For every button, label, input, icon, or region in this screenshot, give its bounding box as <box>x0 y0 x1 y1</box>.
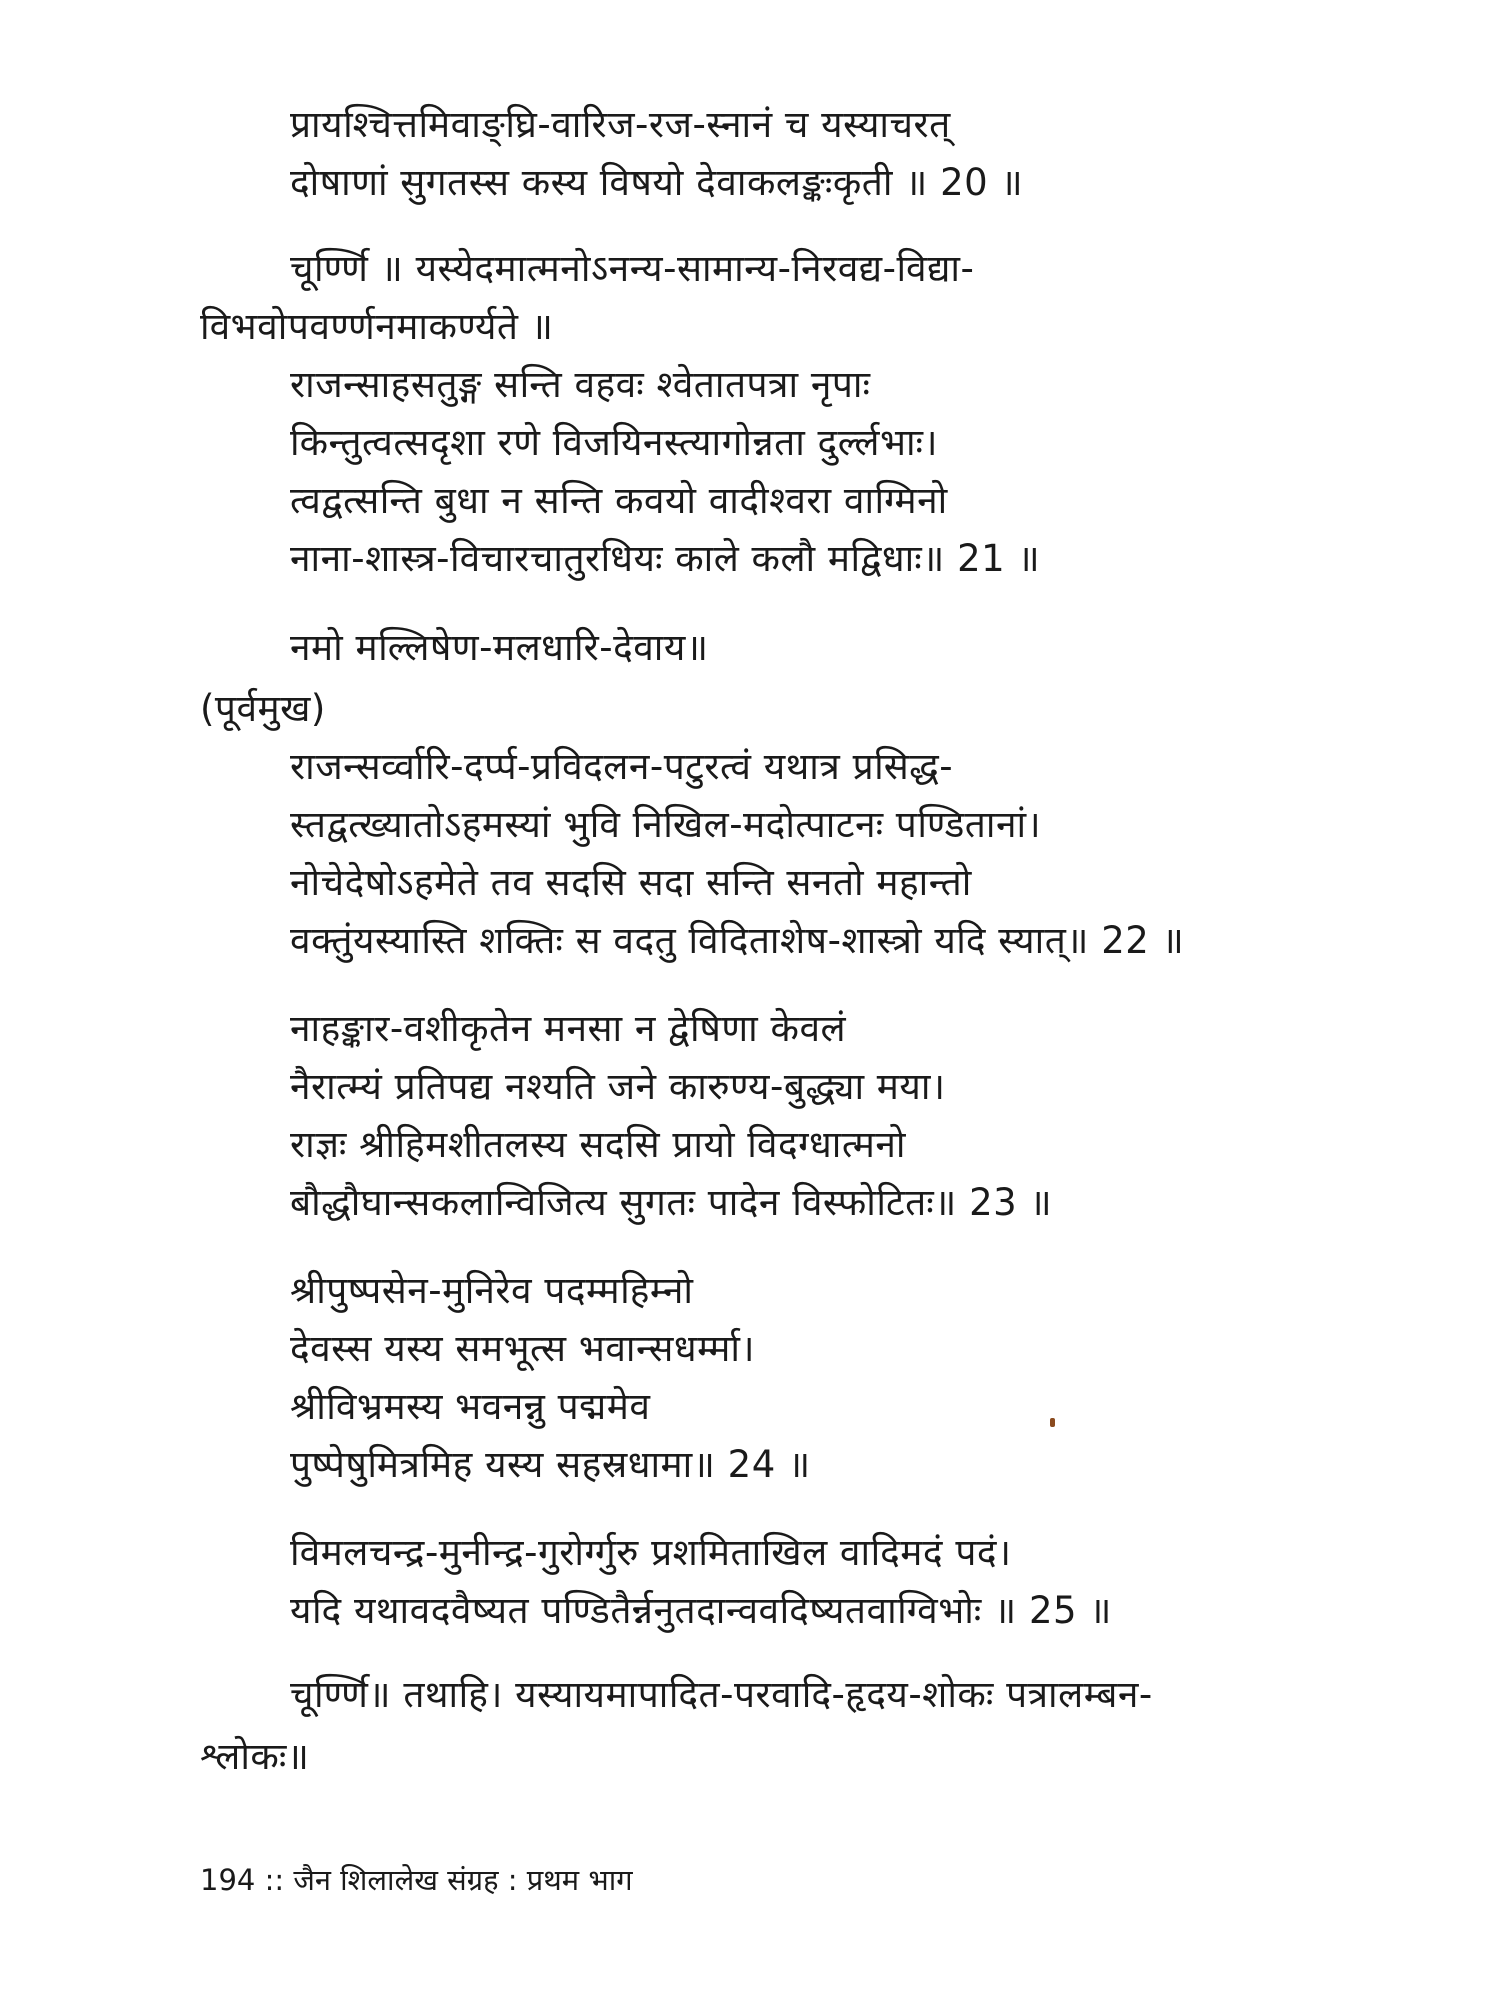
namo-text: नमो मल्लिषेण-मलधारि-देवाय॥ <box>290 626 709 669</box>
verse-21-line-4: नाना-शास्त्र-विचारचातुरधियः काले कलौ मद्विधाः॥ 21 ॥ <box>290 537 1041 580</box>
section-heading: (पूर्वमुख) <box>200 687 326 730</box>
verse-20-line-2: दोषाणां सुगतस्स कस्य विषयो देवाकलङ्कःकृती ॥ 20 ॥ <box>290 161 1024 204</box>
verse-23-line-2: नैरात्म्यं प्रतिपद्य नश्यति जने कारुण्य-बुद्ध्या मया। <box>290 1065 946 1108</box>
verse-24-line-4: पुष्पेषुमित्रमिह यस्य सहस्रधामा॥ 24 ॥ <box>290 1443 811 1486</box>
verse-25-line-2: यदि यथावदवैष्यत पण्डितैर्न्ननुतदान्ववदिष्यतवाग्विभोः ॥ 25 ॥ <box>290 1589 1112 1632</box>
verse-22-line-3: नोचेदेषोऽहमेते तव सदसि सदा सन्ति सनतो महान्तो <box>290 861 972 904</box>
verse-25-line-1: विमलचन्द्र-मुनीन्द्र-गुरोर्ग्गुरु प्रशमिताखिल वादिमदं पदं। <box>290 1531 1012 1574</box>
verse-24-line-2: देवस्स यस्य समभूत्स भवान्सधर्म्मा। <box>290 1327 755 1370</box>
verse-22-line-2: स्तद्वत्ख्यातोऽहमस्यां भुवि निखिल-मदोत्पाटनः पण्डितानां। <box>290 803 1042 846</box>
verse-23-line-1: नाहङ्कार-वशीकृतेन मनसा न द्वेषिणा केवलं <box>290 1007 847 1050</box>
verse-20-line-1: प्रायश्चित्तमिवाङ्घ्रि-वारिज-रज-स्नानं च यस्याचरत् <box>290 103 951 146</box>
verse-23-line-3: राज्ञः श्रीहिमशीतलस्य सदसि प्रायो विदग्धात्मनो <box>290 1123 906 1166</box>
page-number: 194 <box>200 1863 256 1897</box>
book-title: :: जैन शिलालेख संग्रह : प्रथम भाग <box>264 1863 633 1897</box>
verse-22-line-4: वक्तुंयस्यास्ति शक्तिः स वदतु विदिताशेष-शास्त्रो यदि स्यात्॥ 22 ॥ <box>290 919 1185 962</box>
page-footer <box>200 1860 633 1900</box>
verse-22-line-1: राजन्सर्व्वारि-दर्प्प-प्रविदलन-पटुरत्वं यथात्र प्रसिद्ध- <box>290 745 954 788</box>
scan-speck <box>1050 1418 1055 1427</box>
verse-21-line-1: राजन्साहसतुङ्ग सन्ति वहवः श्वेतातपत्रा नृपाः <box>290 363 871 406</box>
verse-24-line-3: श्रीविभ्रमस्य भवनन्नु पद्ममेव <box>290 1385 651 1428</box>
churnni-1-line-2: विभवोपवर्ण्णनमाकर्ण्यते ॥ <box>200 305 554 348</box>
churnni-2-line-1: चूर्ण्णि॥ तथाहि। यस्यायमापादित-परवादि-हृदय-शोकः पत्रालम्बन- <box>290 1673 1153 1716</box>
verse-21-line-3: त्वद्वत्सन्ति बुधा न सन्ति कवयो वादीश्वरा वाग्मिनो <box>290 479 948 522</box>
verse-23-line-4: बौद्धौघान्सकलान्विजित्य सुगतः पादेन विस्फोटितः॥ 23 ॥ <box>290 1181 1053 1224</box>
verse-24-line-1: श्रीपुष्पसेन-मुनिरेव पदम्महिम्नो <box>290 1269 694 1312</box>
verse-21-line-2: किन्तुत्वत्सदृशा रणे विजयिनस्त्यागोन्नता दुर्ल्लभाः। <box>290 421 939 464</box>
churnni-2-line-2: श्लोकः॥ <box>200 1735 310 1778</box>
churnni-1-line-1: चूर्ण्णि ॥ यस्येदमात्मनोऽनन्य-सामान्य-निरवद्य-विद्या- <box>290 247 975 290</box>
